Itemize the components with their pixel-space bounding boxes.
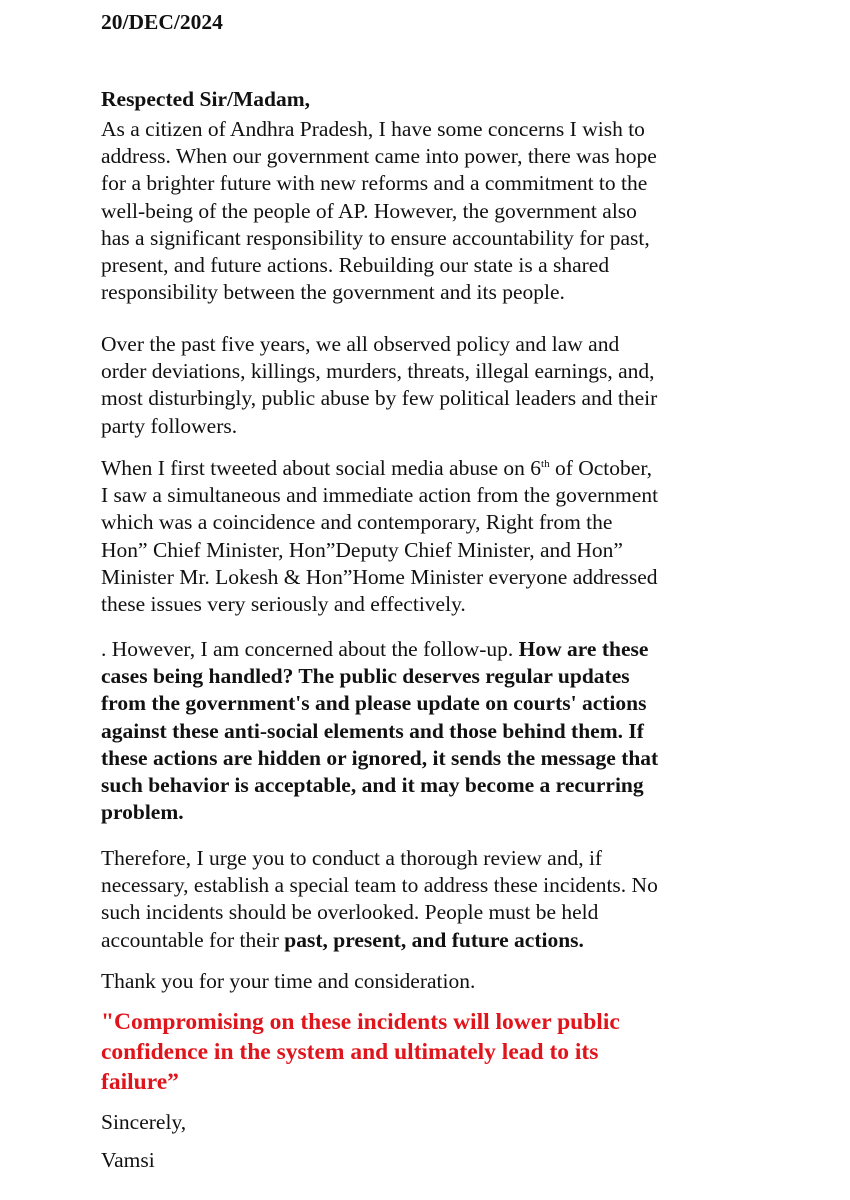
- paragraph-line: [101, 927, 781, 954]
- paragraph-line: these actions are hidden or ignored, it sends the message that: [101, 745, 659, 770]
- signature: Vamsi: [101, 1148, 155, 1172]
- letter-date: 20/DEC/2024: [101, 10, 223, 34]
- paragraph-line: well-being of the people of AP. However, the government also: [101, 198, 637, 223]
- paragraph-line: As a citizen of Andhra Pradesh, I have some concerns I wish to: [101, 117, 645, 141]
- paragraph-line: from the government's and please update on courts' actions: [101, 691, 647, 716]
- quote-line: failure”: [101, 1069, 179, 1095]
- quote-open-mark: ": [101, 1009, 115, 1035]
- paragraph-intro: [101, 116, 781, 306]
- paragraph-line: responsibility between the government and its people.: [101, 280, 565, 305]
- paragraph-line: such incidents should be overlooked. People must be held: [101, 900, 599, 925]
- paragraph-line: cases being handled? The public deserves regular updates: [101, 664, 630, 689]
- paragraph-line: problem.: [101, 800, 184, 825]
- paragraph-line: party followers.: [101, 413, 238, 438]
- paragraph-line: these issues very seriously and effectively.: [101, 592, 466, 617]
- paragraph-line: [101, 636, 781, 663]
- paragraph-line: order deviations, killings, murders, threats, illegal earnings, and,: [101, 359, 655, 384]
- paragraph-line: address. When our government came into power, there was hope: [101, 144, 657, 169]
- paragraph-line: present, and future actions. Rebuilding our state is a shared: [101, 253, 610, 278]
- paragraph-line: has a significant responsibility to ensure accountability for past,: [101, 225, 650, 250]
- paragraph-past-five-years: [101, 331, 781, 440]
- tweet-text-b: of October,: [549, 456, 652, 480]
- tweet-text-a: When I first tweeted about social media abuse on 6: [101, 456, 542, 480]
- follow-up-bold-text: How are these: [518, 637, 649, 661]
- paragraph-request: [101, 845, 781, 954]
- highlighted-quote: [101, 1007, 781, 1097]
- paragraph-line: for a brighter future with new reforms and a commitment to the: [101, 171, 648, 196]
- paragraph-line: against these anti-social elements and those behind them. If: [101, 718, 644, 743]
- paragraph-line: I saw a simultaneous and immediate action from the government: [101, 483, 659, 508]
- salutation: Respected Sir/Madam,: [101, 87, 310, 111]
- thank-you-line: Thank you for your time and consideration.: [101, 969, 476, 993]
- paragraph-tweet: [101, 455, 781, 618]
- paragraph-line: Over the past five years, we all observed policy and law and: [101, 332, 620, 356]
- paragraph-line: Therefore, I urge you to conduct a thorough review and, if: [101, 846, 603, 870]
- paragraph-line: such behavior is acceptable, and it may become a recurring: [101, 773, 644, 798]
- follow-up-text: . However, I am concerned about the follow-up.: [101, 637, 519, 661]
- ordinal-suffix: th: [541, 457, 550, 470]
- paragraph-line: most disturbingly, public abuse by few political leaders and their: [101, 386, 658, 411]
- paragraph-line: necessary, establish a special team to address these incidents. No: [101, 873, 658, 898]
- paragraph-follow-up: [101, 636, 781, 826]
- request-text: accountable for their: [101, 927, 285, 952]
- quote-line: confidence in the system and ultimately lead to its: [101, 1039, 599, 1065]
- paragraph-line: [101, 455, 781, 482]
- quote-line: "Compromising on these incidents will lower public: [101, 1009, 620, 1035]
- request-bold-text: past, present, and future actions.: [284, 927, 584, 952]
- closing: Sincerely,: [101, 1110, 187, 1134]
- paragraph-line: Minister Mr. Lokesh & Hon”Home Minister everyone addressed: [101, 564, 658, 589]
- paragraph-line: Hon” Chief Minister, Hon”Deputy Chief Minister, and Hon”: [101, 537, 623, 562]
- paragraph-line: which was a coincidence and contemporary, Right from the: [101, 510, 613, 535]
